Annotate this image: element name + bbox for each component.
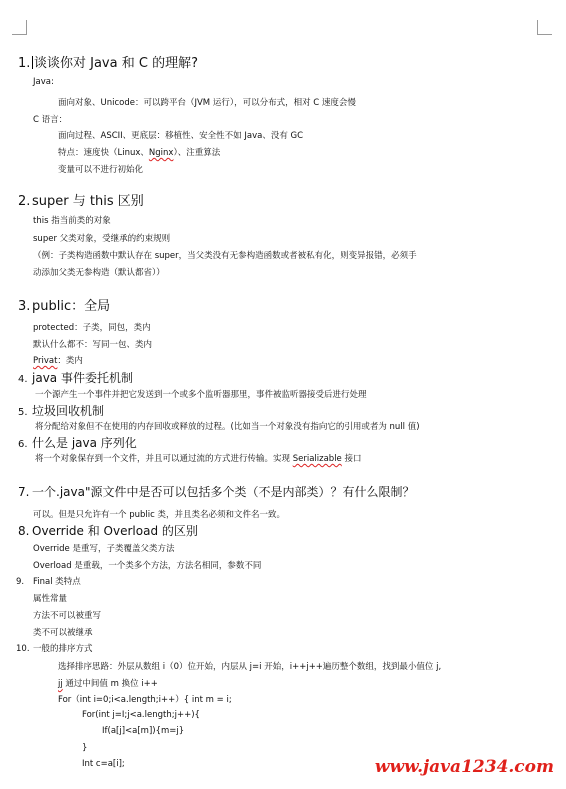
text-line: 属性常量 — [33, 594, 68, 604]
watermark-text: www.java1234.com — [374, 757, 554, 777]
text-line: jj 通过中间值 m 换位 i++ — [58, 679, 158, 689]
text-line: Override 是重写，子类覆盖父类方法 — [33, 544, 175, 554]
heading-q5: 5. 垃圾回收机制 — [18, 404, 105, 418]
heading-q4: 4. java 事件委托机制 — [18, 371, 133, 385]
code-line: If(a[j]<a[m]){m=j} — [102, 726, 185, 736]
heading-q7: 7. 一个.java"源文件中是否可以包括多个类（不是内部类）？有什么限制？ — [18, 485, 415, 499]
text-line: 特点：速度快（Linux、Nginx）、注重算法 — [58, 148, 221, 158]
text-line: Java: — [33, 77, 54, 87]
text-line: Privat：类内 — [33, 356, 83, 366]
spellcheck-word: Serializable — [292, 454, 342, 464]
heading-q8: 8. Override 和 Overload 的区别 — [18, 524, 198, 538]
text-line: 类不可以被继承 — [33, 628, 93, 638]
heading-number: 1. — [18, 56, 31, 71]
text-line: protected：子类，同包，类内 — [33, 323, 151, 333]
text-line: 面向对象、Unicode：可以跨平台（JVM 运行），可以分布式，相对 C 速度会慢 — [58, 98, 356, 108]
page-corner-mark — [12, 20, 27, 35]
text-line: super 父类对象，受继承的约束规则 — [33, 234, 171, 244]
heading-q2: 2. super 与 this 区别 — [18, 194, 144, 209]
code-line: Int c=a[i]; — [82, 759, 125, 769]
text-line: 将分配给对象但不在使用的内存回收或释放的过程。(比如当一个对象没有指向它的引用或者为 null 值) — [35, 422, 420, 432]
text-line: C 语言： — [33, 115, 68, 125]
text-line: 将一个对象保存到一个文件，并且可以通过流的方式进行传输。实现 Serializable 接口 — [35, 454, 362, 464]
text-line: 变量可以不进行初始化 — [58, 165, 144, 175]
text-line: （例：子类构造函数中默认存在 super，当父类没有无参构造函数或者被私有化，则变异报错，必须手 — [33, 251, 417, 261]
spellcheck-word: jj — [58, 679, 63, 689]
text-cursor — [32, 56, 33, 69]
spellcheck-word: Privat — [33, 356, 58, 366]
text-line: Overload 是重载，一个类多个方法，方法名相同，参数不同 — [33, 561, 262, 571]
heading-q10: 10. 一般的排序方式 — [16, 644, 93, 654]
heading-q9: 9. Final 类特点 — [16, 577, 81, 587]
code-line: } — [82, 743, 88, 753]
text-line: 方法不可以被重写 — [33, 611, 102, 621]
text-line: 一个源产生一个事件并把它发送到一个或多个监听器那里，事件被监听器接受后进行处理 — [35, 390, 367, 400]
text-line: 可以。但是只允许有一个 public 类，并且类名必须和文件名一致。 — [33, 510, 285, 520]
heading-text: 谈谈你对 Java 和 C 的理解? — [34, 56, 198, 71]
spellcheck-word: Nginx — [148, 148, 174, 158]
text-line: 动添加父类无参构造（默认都省）） — [33, 268, 165, 278]
text-line: 面向过程、ASCII、更底层：移植性、安全性不如 Java、没有 GC — [58, 131, 304, 141]
heading-q3: 3. public：全局 — [18, 299, 111, 314]
text-line: 选择排序思路：外层从数组 i（0）位开始，内层从 j=i 开始，i++j++遍历整个数组，找到最小值位 j, — [58, 662, 442, 672]
code-line: For（int i=0;i<a.length;i++）{ int m = i; — [58, 695, 232, 705]
heading-q6: 6. 什么是 java 序列化 — [18, 436, 137, 450]
text-line: this 指当前类的对象 — [33, 216, 111, 226]
text-line: 默认什么都不：写同一包、类内 — [33, 340, 153, 350]
code-line: For(int j=I;j<a.length;j++){ — [82, 710, 200, 720]
heading-q1 — [18, 52, 198, 71]
page-corner-mark — [537, 20, 552, 35]
